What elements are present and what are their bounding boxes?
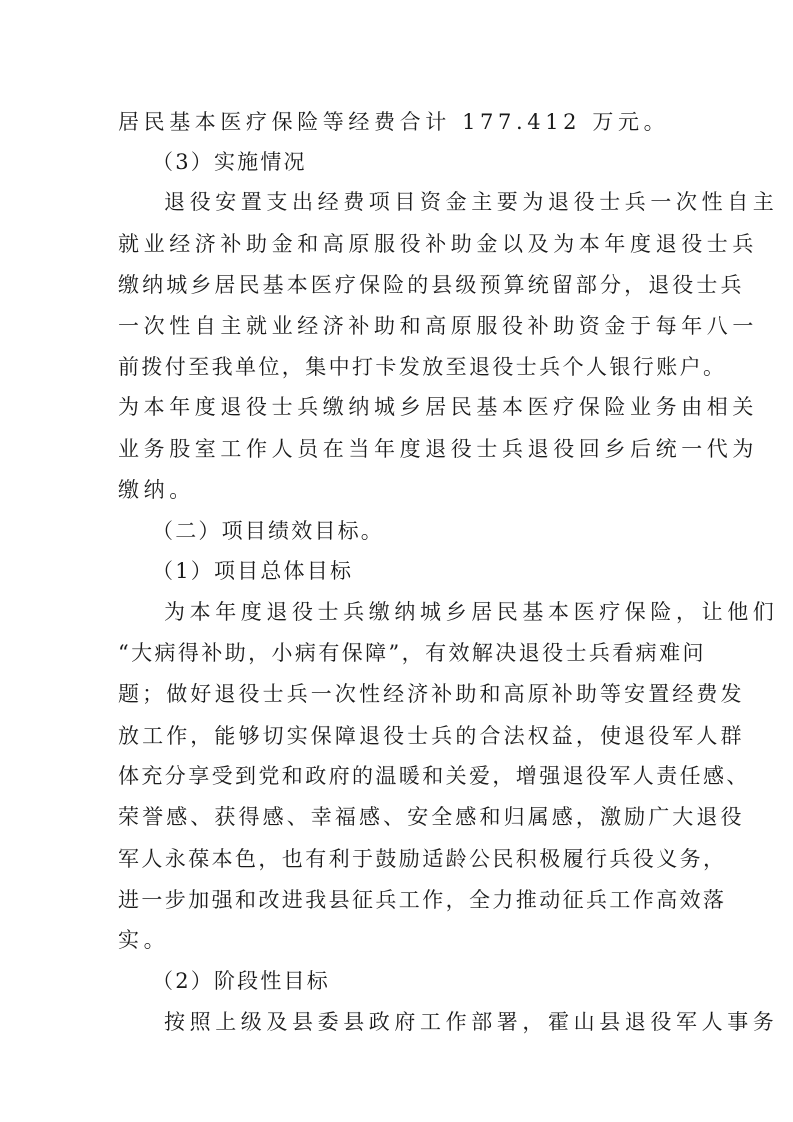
- paragraph-line: 前拨付至我单位，集中打卡发放至退役士兵个人银行账户。: [118, 355, 727, 379]
- section-heading: （3）实施情况: [152, 150, 307, 174]
- paragraph-line: 放工作，能够切实保障退役士兵的合法权益，使退役军人群: [118, 724, 745, 748]
- paragraph-line: 按照上级及县委县政府工作部署，霍山县退役军人事务: [164, 1010, 779, 1034]
- paragraph-line: 体充分享受到党和政府的温暖和关爱，增强退役军人责任感、: [118, 764, 750, 788]
- paragraph-line: 缴纳城乡居民基本医疗保险的县级预算统留部分，退役士兵: [118, 273, 745, 297]
- paragraph-line: 军人永葆本色，也有利于鼓励适龄公民积极履行兵役义务，: [118, 847, 727, 871]
- paragraph-line: 缴纳。: [118, 478, 195, 502]
- paragraph-line: 就业经济补助金和高原服役补助金以及为本年度退役士兵: [118, 232, 758, 256]
- paragraph-line: 业务股室工作人员在当年度退役士兵退役回乡后统一代为: [118, 437, 758, 461]
- section-heading: （二）项目绩效目标。: [152, 519, 384, 543]
- paragraph-line: 退役安置支出经费项目资金主要为退役士兵一次性自主: [164, 190, 779, 214]
- paragraph-line: 一次性自主就业经济补助和高原服役补助资金于每年八一: [118, 314, 758, 338]
- paragraph-line: 实。: [118, 928, 170, 952]
- paragraph-line: 荣誉感、获得感、幸福感、安全感和归属感，激励广大退役: [118, 805, 745, 829]
- paragraph-line: “大病得补助，小病有保障”，有效解决退役士兵看病难问: [118, 641, 706, 665]
- section-heading: （2）阶段性目标: [152, 969, 330, 993]
- paragraph-line: 题；做好退役士兵一次性经济补助和高原补助等安置经费发: [118, 682, 745, 706]
- paragraph-line: 进一步加强和改进我县征兵工作，全力推动征兵工作高效落: [118, 888, 727, 912]
- section-heading: （1）项目总体目标: [152, 559, 354, 583]
- paragraph-line: 为本年度退役士兵缴纳城乡居民基本医疗保险，让他们: [164, 600, 779, 624]
- paragraph-line: 为本年度退役士兵缴纳城乡居民基本医疗保险业务由相关: [118, 395, 758, 419]
- paragraph-line: 居民基本医疗保险等经费合计 177.412 万元。: [118, 110, 670, 134]
